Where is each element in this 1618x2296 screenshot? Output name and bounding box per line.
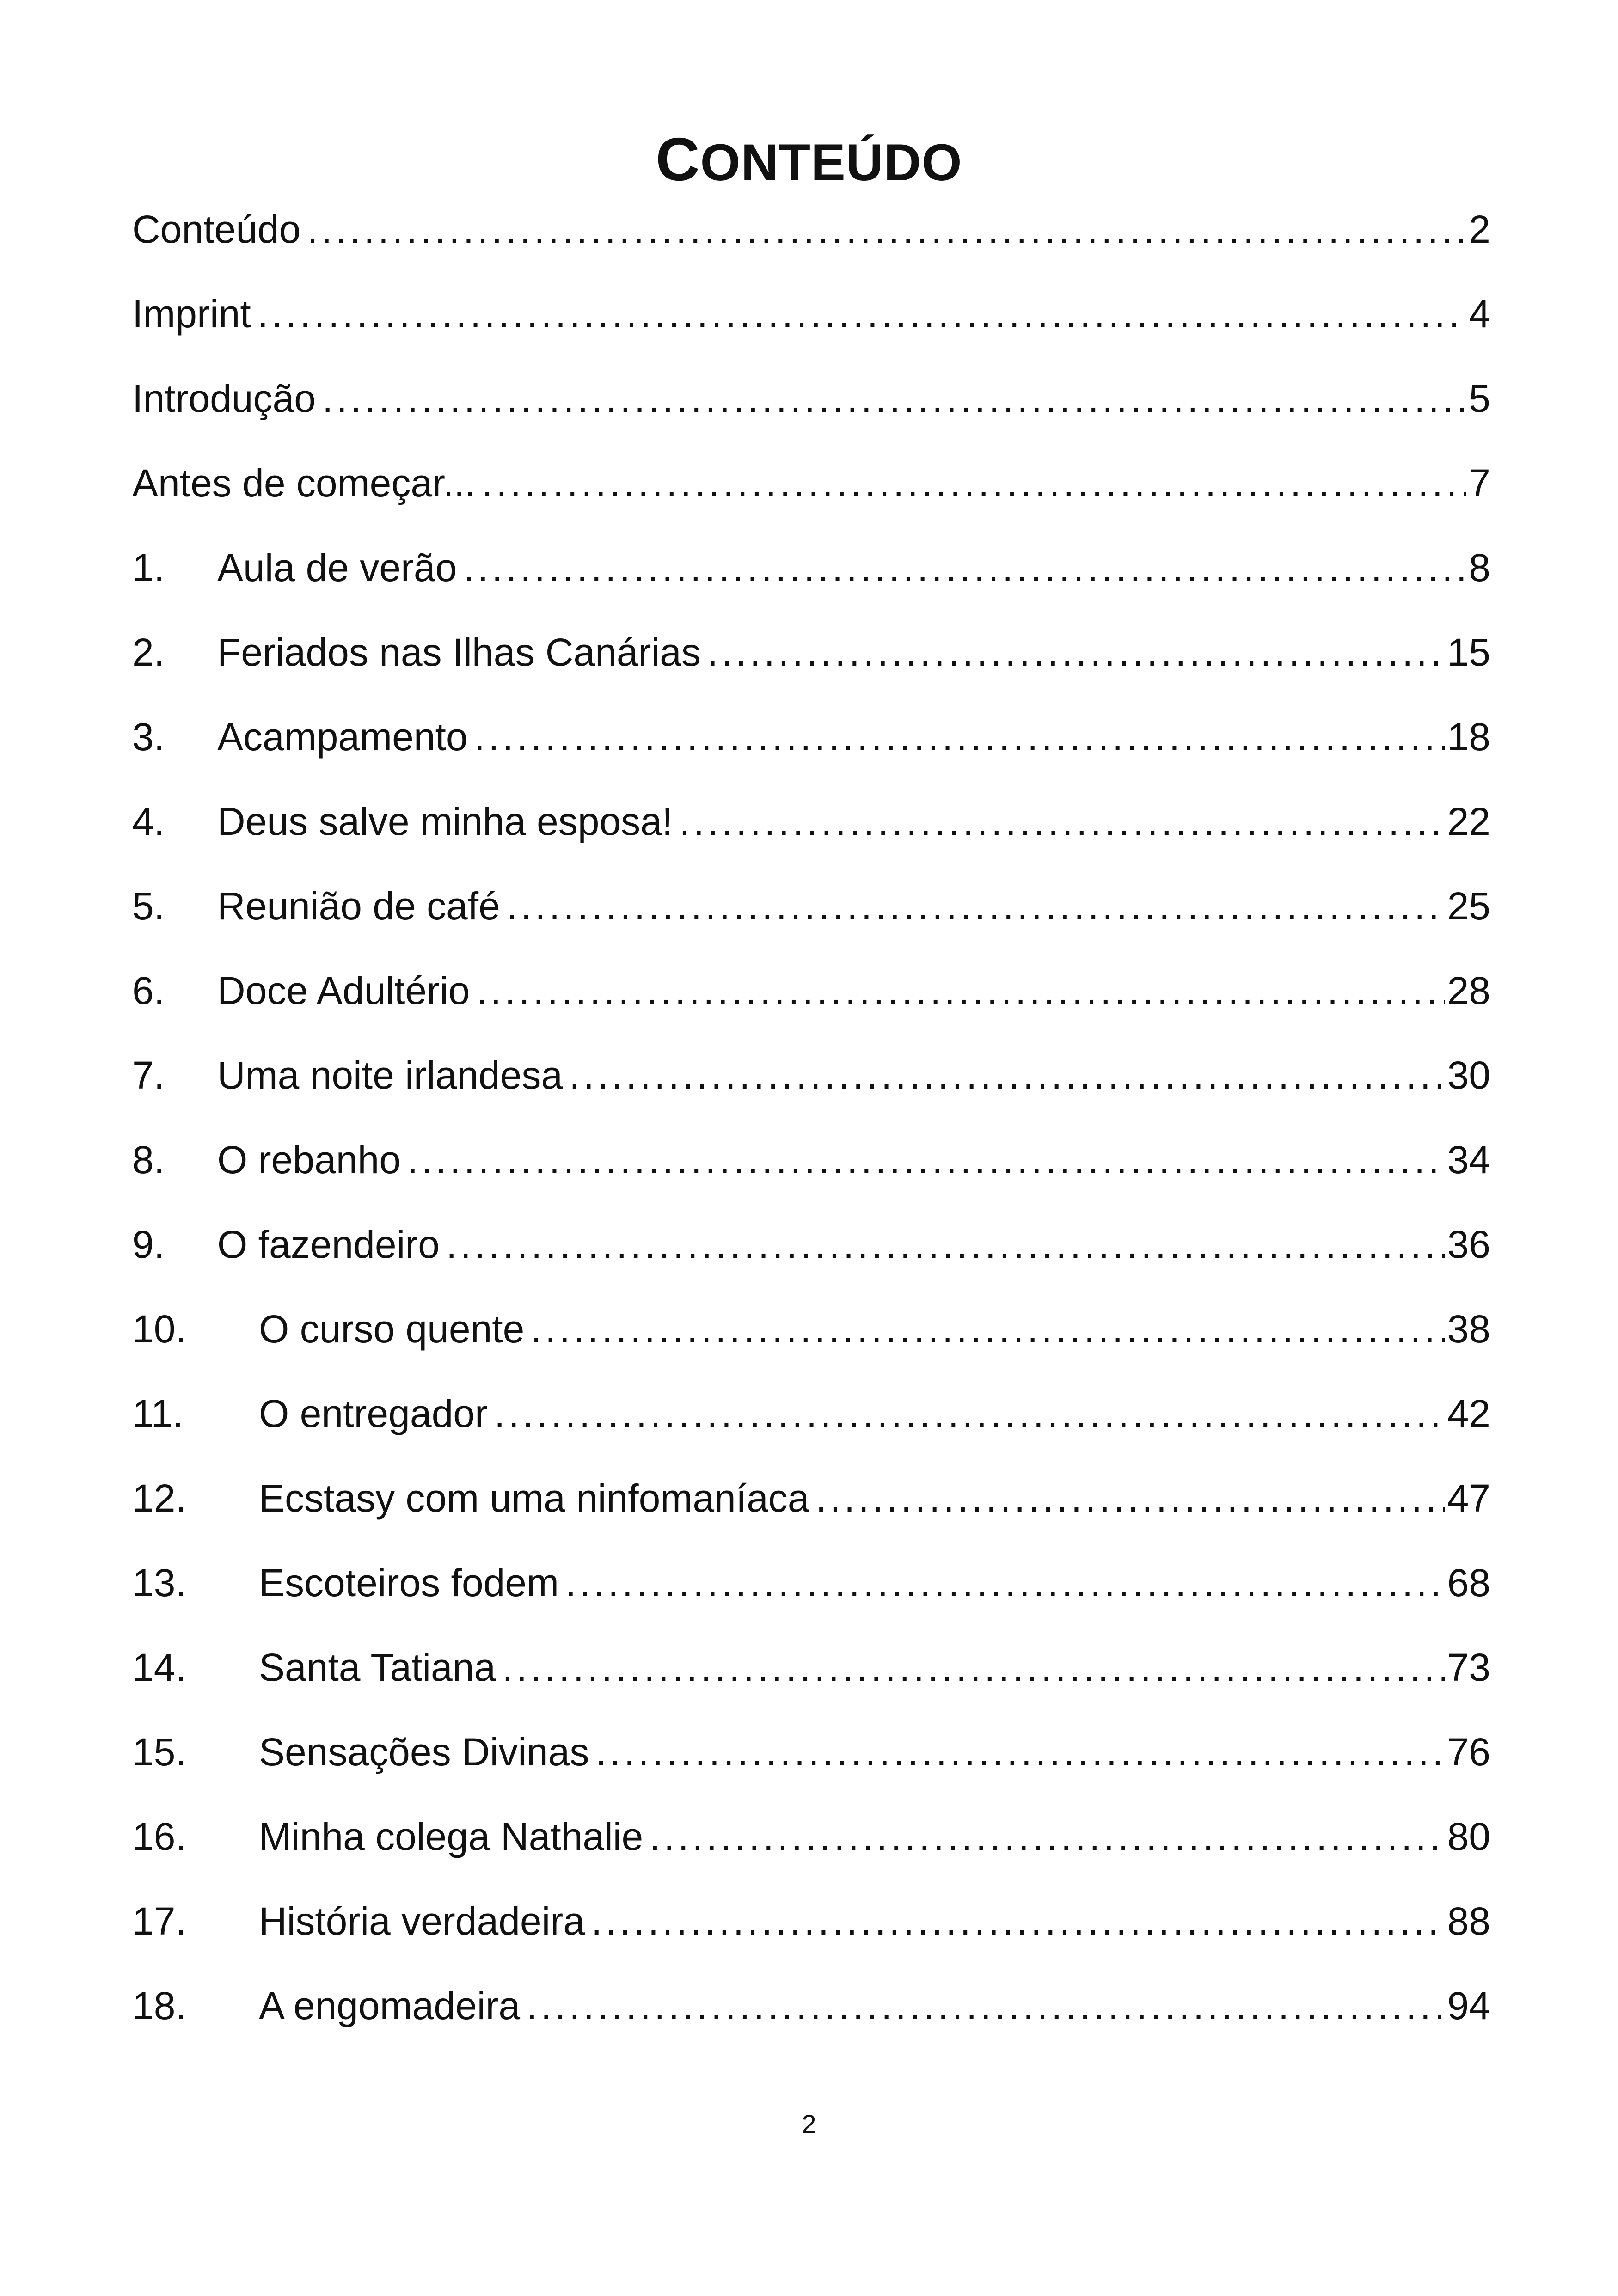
toc-entry-page: 42 bbox=[1447, 1392, 1490, 1435]
toc-entry-page: 2 bbox=[1469, 208, 1490, 251]
page-title-initial: C bbox=[656, 125, 700, 194]
toc-entry-label: Santa Tatiana bbox=[259, 1646, 496, 1689]
toc-entry-number: 11. bbox=[132, 1392, 184, 1435]
toc-entry-page: 28 bbox=[1447, 969, 1490, 1012]
toc-entry-chapter-13[interactable] bbox=[132, 1555, 1490, 1640]
toc-dot-leader bbox=[407, 1132, 1445, 1188]
toc-entry-label: Escoteiros fodem bbox=[259, 1561, 559, 1604]
toc-dot-leader bbox=[474, 709, 1445, 765]
toc-entry-page: 68 bbox=[1447, 1561, 1490, 1604]
toc-entry-number: 15. bbox=[132, 1730, 186, 1774]
toc-dot-leader bbox=[650, 1809, 1444, 1864]
toc-entry-chapter-11[interactable] bbox=[132, 1386, 1490, 1470]
toc-entry-label: Imprint bbox=[132, 292, 251, 336]
toc-dot-leader bbox=[816, 1470, 1445, 1526]
toc-entry-number: 9. bbox=[132, 1223, 165, 1266]
toc-entry-label: Feriados nas Ilhas Canárias bbox=[217, 631, 701, 674]
toc-entry-chapter-7[interactable] bbox=[132, 1047, 1490, 1132]
toc-entry-page: 88 bbox=[1447, 1899, 1490, 1943]
toc-entry-page: 34 bbox=[1447, 1138, 1490, 1182]
toc-entry-label: Doce Adultério bbox=[217, 969, 470, 1012]
toc-entry-page: 36 bbox=[1447, 1223, 1490, 1266]
toc-entry-page: 25 bbox=[1447, 884, 1490, 928]
toc-entry-page: 94 bbox=[1447, 1984, 1490, 2027]
toc-entry-page: 22 bbox=[1447, 800, 1490, 843]
toc-dot-leader bbox=[502, 1640, 1444, 1695]
toc-dot-leader bbox=[446, 1217, 1445, 1272]
toc-entry-chapter-8[interactable] bbox=[132, 1132, 1490, 1217]
toc-entry-label: O curso quente bbox=[259, 1307, 525, 1351]
toc-entry-label: O rebanho bbox=[217, 1138, 401, 1182]
toc-entry-number: 18. bbox=[132, 1984, 186, 2027]
toc-entry-number: 1. bbox=[132, 546, 165, 589]
toc-entry-label: Ecstasy com uma ninfomaníaca bbox=[259, 1476, 809, 1520]
toc-entry-page: 30 bbox=[1447, 1053, 1490, 1097]
toc-entry-label: O fazendeiro bbox=[217, 1223, 440, 1266]
toc-entry-conteudo[interactable] bbox=[132, 202, 1490, 286]
toc-entry-label: O entregador bbox=[259, 1392, 488, 1435]
toc-dot-leader bbox=[322, 371, 1466, 426]
toc-entry-page: 80 bbox=[1447, 1815, 1490, 1858]
toc-entry-page: 7 bbox=[1469, 461, 1490, 505]
toc-entry-chapter-3[interactable] bbox=[132, 709, 1490, 794]
toc-dot-leader bbox=[527, 1978, 1444, 2033]
toc-entry-chapter-9[interactable] bbox=[132, 1217, 1490, 1301]
toc-entry-label: Conteúdo bbox=[132, 208, 301, 251]
toc-dot-leader bbox=[494, 1386, 1445, 1441]
toc-entry-page: 73 bbox=[1447, 1646, 1490, 1689]
toc-entry-chapter-17[interactable] bbox=[132, 1893, 1490, 1978]
toc-entry-label: Minha colega Nathalie bbox=[259, 1815, 644, 1858]
toc-entry-page: 15 bbox=[1447, 631, 1490, 674]
toc-entry-label: Uma noite irlandesa bbox=[217, 1053, 563, 1097]
toc-entry-number: 4. bbox=[132, 800, 165, 843]
toc-entry-number: 17. bbox=[132, 1899, 186, 1943]
toc-entry-page: 47 bbox=[1447, 1476, 1490, 1520]
toc-entry-number: 13. bbox=[132, 1561, 186, 1604]
toc-entry-chapter-5[interactable] bbox=[132, 878, 1490, 963]
toc-entry-number: 2. bbox=[132, 631, 165, 674]
toc-entry-page: 38 bbox=[1447, 1307, 1490, 1351]
toc-dot-leader bbox=[591, 1893, 1445, 1949]
toc-entry-imprint[interactable] bbox=[132, 286, 1490, 371]
page-title bbox=[0, 127, 1618, 195]
toc-entry-number: 12. bbox=[132, 1476, 186, 1520]
toc-entry-number: 7. bbox=[132, 1053, 165, 1097]
toc-entry-label: Reunião de café bbox=[217, 884, 500, 928]
toc-entry-number: 3. bbox=[132, 715, 165, 759]
toc-entry-chapter-18[interactable] bbox=[132, 1978, 1490, 2063]
toc-dot-leader bbox=[531, 1301, 1444, 1357]
page-number: 2 bbox=[802, 2109, 816, 2138]
toc-dot-leader bbox=[679, 794, 1444, 849]
toc-entry-chapter-2[interactable] bbox=[132, 625, 1490, 709]
toc-entry-number: 6. bbox=[132, 969, 165, 1012]
toc-entry-chapter-1[interactable] bbox=[132, 540, 1490, 625]
toc-entry-introducao[interactable] bbox=[132, 371, 1490, 455]
table-of-contents bbox=[132, 202, 1490, 2063]
toc-entry-label: Sensações Divinas bbox=[259, 1730, 589, 1774]
toc-entry-number: 14. bbox=[132, 1646, 186, 1689]
toc-dot-leader bbox=[463, 540, 1466, 595]
toc-entry-page: 5 bbox=[1469, 377, 1490, 420]
toc-entry-page: 4 bbox=[1469, 292, 1490, 336]
toc-entry-label: História verdadeira bbox=[259, 1899, 585, 1943]
toc-entry-chapter-15[interactable] bbox=[132, 1724, 1490, 1809]
toc-dot-leader bbox=[482, 455, 1466, 511]
toc-entry-label: Introdução bbox=[132, 377, 316, 420]
toc-entry-number: 5. bbox=[132, 884, 165, 928]
toc-entry-label: Deus salve minha esposa! bbox=[217, 800, 673, 843]
toc-entry-page: 8 bbox=[1469, 546, 1490, 589]
toc-dot-leader bbox=[307, 202, 1466, 257]
toc-entry-chapter-6[interactable] bbox=[132, 963, 1490, 1047]
toc-dot-leader bbox=[595, 1724, 1444, 1780]
toc-entry-number: 10. bbox=[132, 1307, 186, 1351]
toc-entry-label: A engomadeira bbox=[259, 1984, 521, 2027]
toc-dot-leader bbox=[569, 1047, 1445, 1103]
toc-entry-chapter-14[interactable] bbox=[132, 1640, 1490, 1724]
toc-dot-leader bbox=[707, 625, 1445, 680]
toc-entry-chapter-10[interactable] bbox=[132, 1301, 1490, 1386]
toc-entry-chapter-4[interactable] bbox=[132, 794, 1490, 878]
toc-entry-number: 16. bbox=[132, 1815, 186, 1858]
toc-entry-antes-de-comecar[interactable] bbox=[132, 455, 1490, 540]
toc-dot-leader bbox=[257, 286, 1466, 342]
page-title-rest: ONTEÚDO bbox=[700, 134, 962, 192]
toc-entry-number: 8. bbox=[132, 1138, 165, 1182]
toc-entry-label: Antes de começar... bbox=[132, 461, 476, 505]
toc-entry-page: 76 bbox=[1447, 1730, 1490, 1774]
toc-dot-leader bbox=[507, 878, 1445, 934]
toc-entry-label: Acampamento bbox=[217, 715, 468, 759]
toc-entry-chapter-16[interactable] bbox=[132, 1809, 1490, 1893]
toc-dot-leader bbox=[476, 963, 1444, 1018]
toc-entry-label: Aula de verão bbox=[217, 546, 457, 589]
toc-entry-chapter-12[interactable] bbox=[132, 1470, 1490, 1555]
toc-entry-page: 18 bbox=[1447, 715, 1490, 759]
toc-dot-leader bbox=[565, 1555, 1445, 1610]
